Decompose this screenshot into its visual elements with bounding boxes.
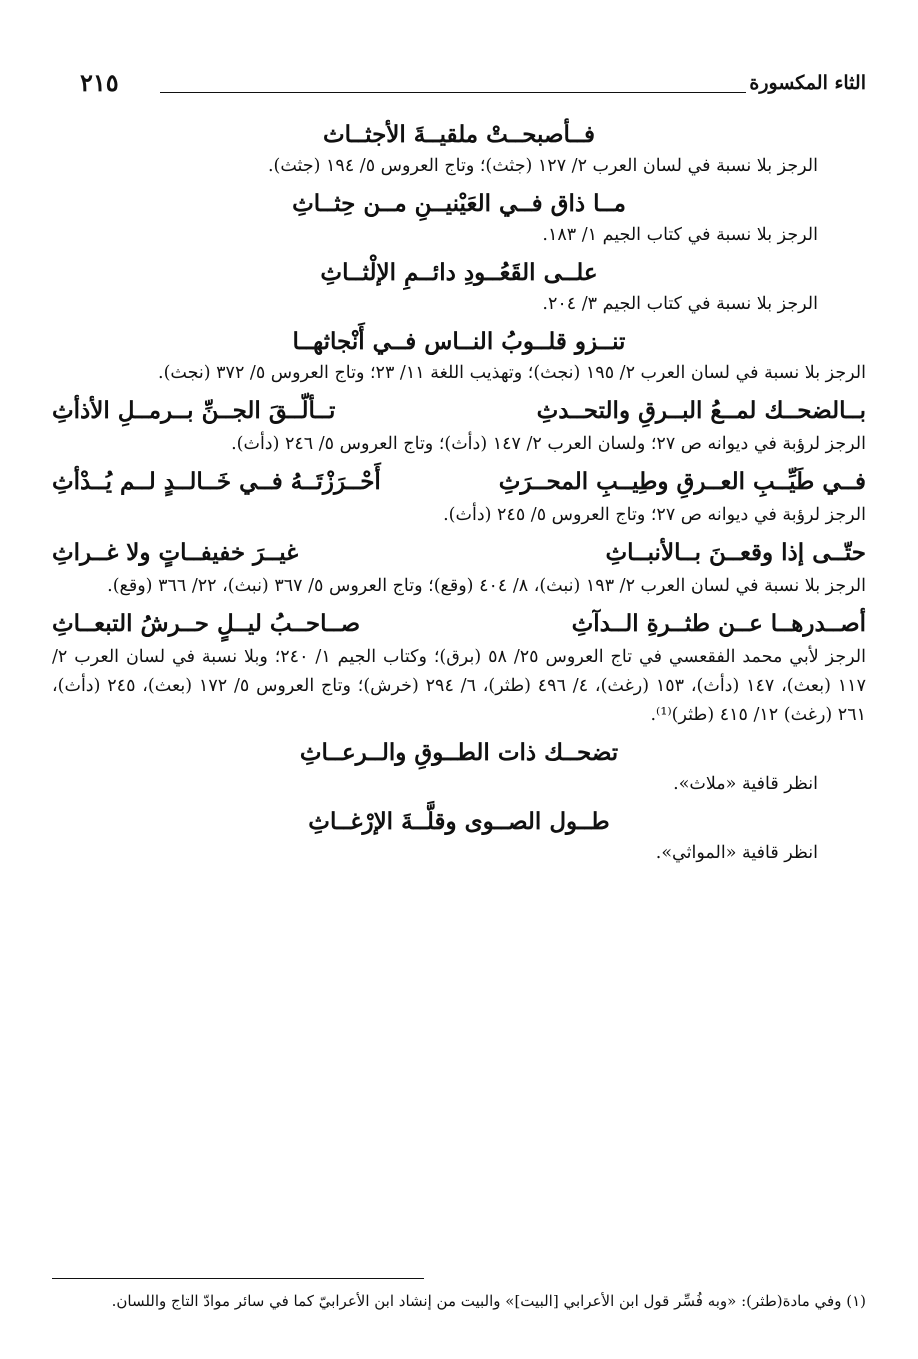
citation-3: الرجز بلا نسبة في كتاب الجيم ٣/ ٢٠٤. <box>542 294 818 314</box>
verse-9: تضحــك ذات الطــوقِ والــرعــاثِ <box>299 739 619 766</box>
hemistich-left: تــألّــقَ الجــنِّ بــرمــلِ الأذأثِ <box>52 397 336 424</box>
hemistich-right: بــالضحــك لمــعُ البــرقِ والتحــدثِ <box>536 397 866 424</box>
verse-2: مــا ذاق فــي العَيْنيــنِ مــن حِثــاثِ <box>292 190 626 217</box>
verse-3: علــى القَعُــودِ دائــمِ الإلْثــاثِ <box>320 259 598 286</box>
verse-pair-5 <box>52 394 866 428</box>
hemistich-right: حتّــى إذا وقعــنَ بــالأنبــاثِ <box>605 539 866 566</box>
verse-pair-6 <box>52 465 866 499</box>
verse-10: طــول الصــوى وقلَّــةَ الإرْغــاثِ <box>308 808 610 835</box>
citation-5: الرجز لرؤبة في ديوانه ص ٢٧؛ ولسان العرب ٢/ ١٤٧ (دأث)؛ وتاج العروس ٥/ ٢٤٦ (دأث). <box>231 434 866 454</box>
entries-column <box>52 118 866 874</box>
footnote-rule <box>52 1278 424 1279</box>
citation-9: انظر قافية «ملاث». <box>673 774 818 794</box>
hemistich-left: أَحْــرَزْتَــهُ فــي خَــالــدٍ لــم يُــدْأثِ <box>52 468 381 495</box>
verse-pair-8 <box>52 607 866 641</box>
hemistich-right: فــي طَيِّــبِ العــرقِ وطِيــبِ المحــرَثِ <box>498 468 866 495</box>
citation-7: الرجز بلا نسبة في لسان العرب ٢/ ١٩٣ (نبث)، ٨/ ٤٠٤ (وقع)؛ وتاج العروس ٥/ ٣٦٧ (نبث)، ٢٢/ ٣٦٦ (وقع). <box>107 576 866 596</box>
hemistich-left: غيــرَ خفيفــاتٍ ولا غــراثِ <box>52 539 299 566</box>
hemistich-left: صــاحــبُ ليــلٍ حــرشُ التبعــاثِ <box>52 610 361 637</box>
citation-2: الرجز بلا نسبة في كتاب الجيم ١/ ١٨٣. <box>542 225 818 245</box>
citation-4: الرجز بلا نسبة في لسان العرب ٢/ ١٩٥ (نجث)؛ وتهذيب اللغة ١١/ ٢٣؛ وتاج العروس ٥/ ٣٧٢ (نجث). <box>158 363 866 383</box>
verse-pair-7 <box>52 536 866 570</box>
running-header-title: الثاء المكسورة <box>749 72 866 94</box>
hemistich-right: أصــدرهــا عــن طثــرةِ الــدآثِ <box>571 610 866 637</box>
page-number: ٢١٥ <box>80 68 119 97</box>
citation-6: الرجز لرؤبة في ديوانه ص ٢٧؛ وتاج العروس ٥/ ٢٤٥ (دأث). <box>443 505 866 525</box>
verse-4: تنــزو قلــوبُ النــاس فــي أَنْجاثهــا <box>292 328 626 355</box>
citation-8: الرجز لأبي محمد الفقعسي في تاج العروس ٢٥/ ٥٨ (برق)؛ وكتاب الجيم ١/ ٢٤٠؛ وبلا نسبة في لسان العرب ٢/ ١١٧ (بعث)، ١٤٧ (دأث)، ١٥٣ (رغث)، ٤/ ٤٩٦ (طثر)، ٦/ ٢٩٤ (خرش)؛ وتاج العروس ٥/ ١٧٢ (بعث)، ٢٤٥ (دأث)، ٢٦١ (رغث) ١٢/ ٤١٥ (طثر)⁽¹⁾. <box>52 647 866 725</box>
footnote: (١) وفي مادة(طثر): «وبه فُسِّر قول ابن الأعرابي [البيت]» والبيت من إنشاد ابن الأعرابيّ كما في سائر موادّ التاج واللسان. <box>111 1292 866 1310</box>
header-rule <box>160 92 746 93</box>
citation-10: انظر قافية «المواثي». <box>655 843 818 863</box>
citation-1: الرجز بلا نسبة في لسان العرب ٢/ ١٢٧ (جثث)؛ وتاج العروس ٥/ ١٩٤ (جثث). <box>267 156 818 176</box>
verse-1: فــأصبحــتْ ملقيــةَ الأجثــاث <box>323 121 595 148</box>
